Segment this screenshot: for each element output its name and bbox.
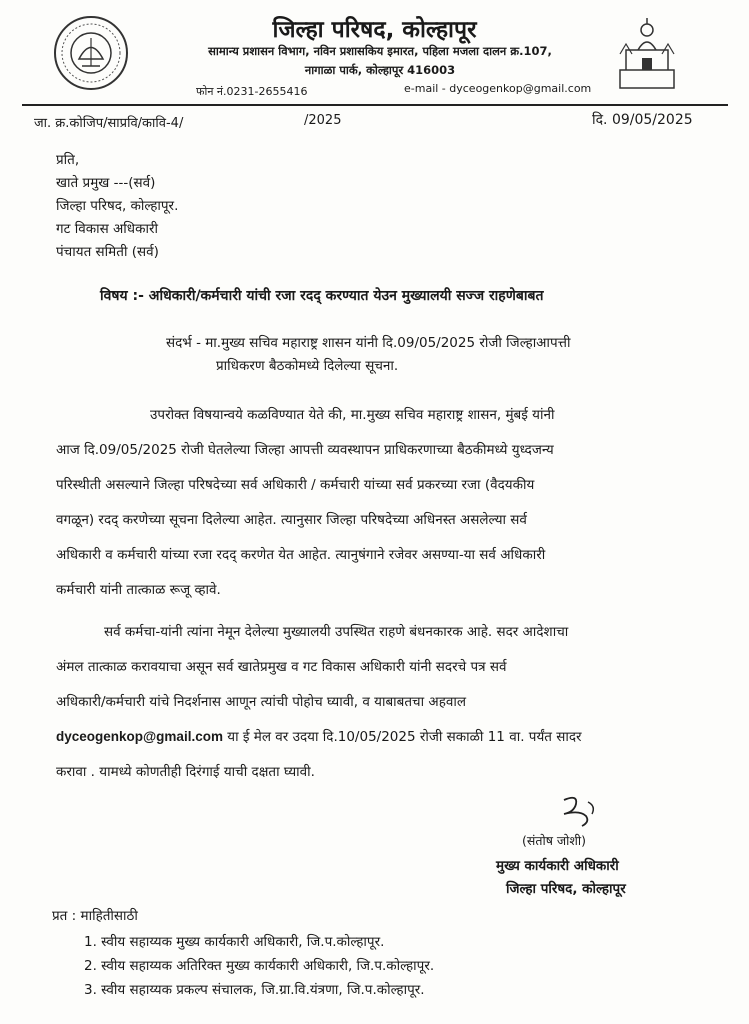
- copy-heading: प्रत : माहितीसाठी: [52, 908, 138, 924]
- para1-line: कर्मचारी यांनी तात्काळ रूजू व्हावे.: [56, 582, 221, 598]
- signatory-name: (संतोष जोशी): [522, 833, 587, 848]
- para2-line: सर्व कर्मचा-यांनी त्यांना नेमून देलेल्या मुख्यालयी उपस्थित राहणे बंधनकारक आहे. सदर आदेशाचा: [104, 624, 569, 640]
- copy-item: 2. स्वीय सहाय्यक अतिरिक्त मुख्य कार्यकारी अधिकारी, जि.प.कोल्हापूर.: [84, 958, 435, 974]
- para2-line: अंमल तात्काळ करावयाचा असून सर्व खातेप्रमुख व गट विकास अधिकारी यांनी सदरचे पत्र सर्व: [56, 659, 507, 675]
- para2-line: अधिकारी/कर्मचारी यांचे निदर्शनास आणून त्यांची पोहोच घ्यावी, व याबाबतचा अहवाल: [56, 694, 467, 710]
- sandarbh-line-2: प्राधिकरण बैठकोमध्ये दिलेल्या सूचना.: [216, 358, 399, 374]
- para1-line: आज दि.09/05/2025 रोजी घेतलेल्या जिल्हा आपत्ती व्यवस्थापन प्राधिकरणाच्या बैठकीमध्ये युध्दजन्य: [56, 442, 554, 458]
- reference-number: जा. क्र.कोजिप/साप्रवि/कावि-4/: [34, 116, 184, 131]
- letter-date: दि. 09/05/2025: [592, 112, 693, 128]
- signature-icon: [556, 792, 604, 828]
- header-email: e-mail - dyceogenkop@gmail.com: [404, 82, 592, 95]
- signatory-office: जिल्हा परिषद, कोल्हापूर: [506, 881, 626, 897]
- address-line-2: नागाळा पार्क, कोल्हापूर 416003: [304, 63, 456, 77]
- sandarbh-line-1: संदर्भ - मा.मुख्य सचिव महाराष्ट्र शासन यांनी दि.09/05/2025 रोजी जिल्हाआपत्ती: [166, 335, 571, 351]
- addressee-line: खाते प्रमुख ---(सर्व): [56, 175, 156, 191]
- copy-item: 1. स्वीय सहाय्यक मुख्य कार्यकारी अधिकारी, जि.प.कोल्हापूर.: [84, 934, 385, 950]
- para1-line: परिस्थीती असल्याने जिल्हा परिषदेच्या सर्व अधिकारी / कर्मचारी यांच्या सर्व प्रकरच्या रजा (वैदयकीय: [56, 477, 535, 493]
- signatory-designation: मुख्य कार्यकारी अधिकारी: [496, 858, 619, 874]
- addressee-line: जिल्हा परिषद, कोल्हापूर.: [56, 198, 179, 214]
- para1-line: उपरोक्त विषयान्वये कळविण्यात येते की, मा.मुख्य सचिव महाराष्ट्र शासन, मुंबई यांनी: [150, 407, 555, 423]
- addressee-line: गट विकास अधिकारी: [56, 221, 158, 237]
- para2-email-line: [56, 727, 706, 745]
- phone-number: फोन नं.0231-2655416: [196, 85, 308, 98]
- para2-line: करावा . यामध्ये कोणतीही दिरंगाई याची दक्षता घ्यावी.: [56, 764, 315, 780]
- reference-year: /2025: [304, 113, 342, 128]
- para2-email-rest: या ई मेल वर उदया दि.10/05/2025 रोजी सकाळी 11 वा. पर्यंत सादर: [222, 729, 582, 745]
- address-line-1: सामान्य प्रशासन विभाग, नविन प्रशासकिय इमारत, पहिला मजला दालन क्र.107,: [208, 44, 552, 58]
- report-email: dyceogenkop@gmail.com: [56, 729, 223, 744]
- addressee-line: पंचायत समिती (सर्व): [56, 244, 159, 260]
- header-divider: [22, 104, 728, 106]
- org-name: जिल्हा परिषद, कोल्हापूर: [272, 17, 477, 43]
- addressee-line: प्रति,: [56, 152, 80, 168]
- para1-line: वगळून) रदद् करणेच्या सूचना दिलेल्या आहेत. त्यानुसार जिल्हा परिषदेच्या अधिनस्त असलेल्या सर्व: [56, 512, 527, 528]
- subject-line: विषय :- अधिकारी/कर्मचारी यांची रजा रदद् करण्यात येउन मुख्यालयी सज्ज राहणेबाबत: [100, 288, 544, 304]
- copy-item: 3. स्वीय सहाय्यक प्रकल्प संचालक, जि.ग्रा.वि.यंत्रणा, जि.प.कोल्हापूर.: [84, 982, 425, 998]
- para1-line: अधिकारी व कर्मचारी यांच्या रजा रदद् करणेत येत आहेत. त्यानुषंगाने रजेवर असण्या-या सर्व अधिकारी: [56, 547, 546, 563]
